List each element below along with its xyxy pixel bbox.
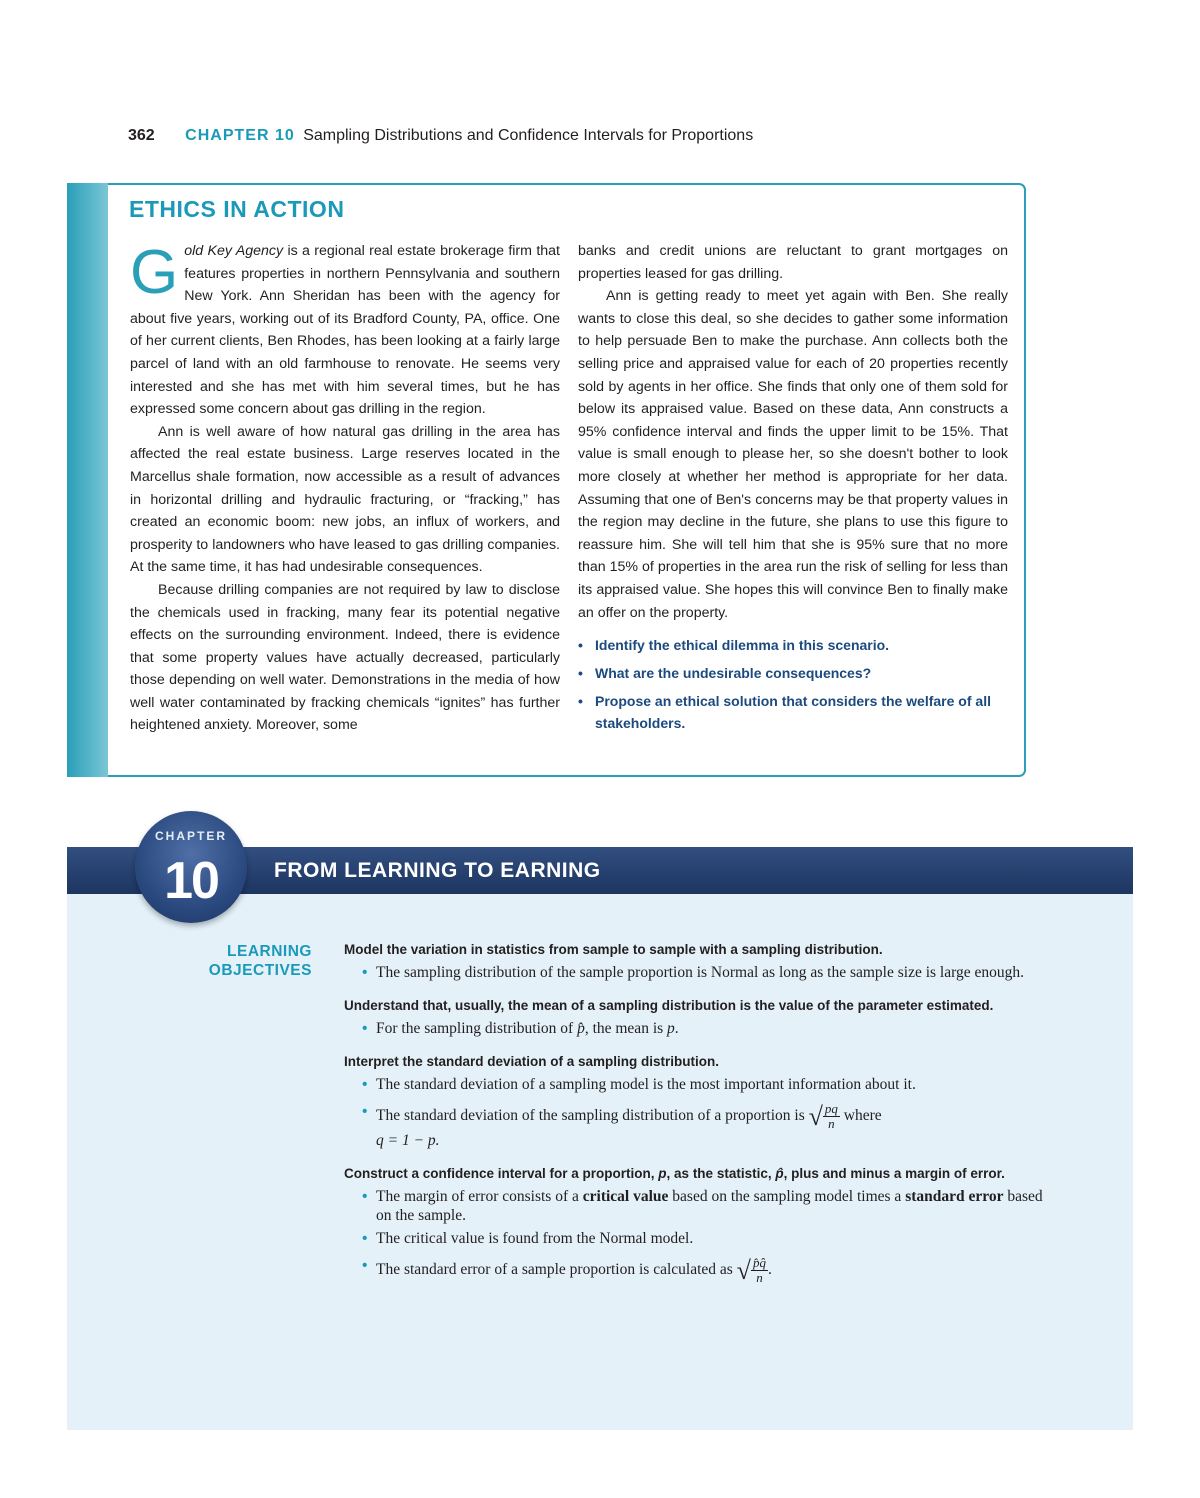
objective-bullets bbox=[344, 1187, 1044, 1285]
ethics-title: ETHICS IN ACTION bbox=[129, 196, 345, 222]
ethics-question bbox=[578, 690, 1008, 734]
chapter-banner-title: FROM LEARNING TO EARNING bbox=[274, 859, 601, 882]
objective-bullet bbox=[344, 1229, 1044, 1248]
p-symbol: p bbox=[667, 1020, 675, 1037]
bullet-text: based on the sample. bbox=[376, 1188, 1043, 1224]
lo-label-line-1: LEARNING bbox=[227, 943, 312, 960]
fraction bbox=[751, 1256, 768, 1285]
p-hat-symbol: p̂ bbox=[577, 1020, 585, 1037]
ethics-paragraph-4: banks and credit unions are reluctant to grant mortgages on properties leased for gas drilling. bbox=[578, 243, 1008, 282]
ethics-questions bbox=[578, 634, 1008, 734]
learning-objectives-label bbox=[180, 942, 312, 980]
radical-icon: √ bbox=[808, 1101, 823, 1131]
bullet-text: . bbox=[767, 1261, 772, 1279]
running-head bbox=[128, 127, 753, 145]
chapter-badge-number: 10 bbox=[164, 852, 218, 910]
bullet-icon: • bbox=[362, 1188, 368, 1205]
bullet-text: The margin of error consists of a bbox=[376, 1188, 583, 1205]
bullet-text: The standard deviation of the sampling distribution of a proportion is bbox=[376, 1107, 809, 1125]
ethics-paragraph-3: Because drilling companies are not required by law to disclose the chemicals used in fracking, many fear its potential negative effects on the surrounding environment. Indeed, there is evidence that some property values have actually decreased, particularly those depending on well water. Demonstrations in the media of how well water contaminated by fracking chemicals “ignites” has further heightened anxiety. Moreover, some bbox=[130, 581, 560, 734]
ethics-paragraph-1 bbox=[130, 240, 560, 421]
ethics-paragraph-5: Ann is getting ready to meet yet again with Ben. She really wants to close this deal, so she decides to gather some information to help persuade Ben to make the purchase. Ann collects both the selling price and appraised value for each of 20 properties recently sold by agents in her office. She finds that only one of them sold for below its appraised value. Based on these data, Ann constructs a 95% confidence interval and finds the upper limit to be 15%. That value is small enough to please her, so she doesn't bother to look more closely at whether her method is appropriate for her data. Assuming that one of Ben's concerns may be that property values in the region may decline in the future, she plans to use this figure to reassure him. She will tell him that she is 95% sure that no more than 15% of properties in the area run the risk of selling for less than its appraised value. She hopes this will convince Ben to finally make an offer on the property. bbox=[578, 288, 1008, 621]
drop-cap: G bbox=[130, 238, 179, 307]
question-text: What are the undesirable consequences? bbox=[595, 665, 872, 682]
objective-heading: Interpret the standard deviation of a sampling distribution. bbox=[344, 1054, 720, 1069]
fraction-numerator: p̂q̂ bbox=[752, 1255, 766, 1270]
objective-2 bbox=[344, 997, 1044, 1038]
objective-1 bbox=[344, 941, 1044, 982]
lo-label-line-2: OBJECTIVES bbox=[208, 962, 312, 979]
fraction-denominator: n bbox=[756, 1270, 763, 1285]
sqrt-formula bbox=[809, 1102, 840, 1131]
objective-heading bbox=[344, 1165, 1044, 1183]
objective-3 bbox=[344, 1053, 1044, 1150]
bullet-text: The sampling distribution of the sample proportion is Normal as long as the sample size is large enough. bbox=[376, 964, 1025, 981]
bullet-icon: • bbox=[362, 1257, 368, 1274]
radical-icon: √ bbox=[736, 1255, 751, 1285]
objective-heading: Model the variation in statistics from sample to sample with a sampling distribution. bbox=[344, 942, 883, 957]
fraction-numerator: pq bbox=[824, 1101, 838, 1116]
objective-bullets bbox=[344, 1075, 1044, 1150]
ethics-p1-text: is a regional real estate brokerage firm that features properties in northern Pennsylvania and southern New York. Ann Sheridan has been with the agency for about five years, working out of its Bradford County, PA, office. One of her current clients, Ben Rhodes, has been looking at a fairly large parcel of land with an old farmhouse to renovate. He seems very interested and she has met with him several times, but he has expressed some concern about gas drilling in the region. bbox=[130, 243, 560, 418]
bullet-icon: • bbox=[578, 665, 583, 682]
objective-bullet bbox=[344, 1075, 1044, 1094]
chapter-badge-label: CHAPTER bbox=[154, 829, 227, 843]
objective-bullet bbox=[344, 1102, 1044, 1150]
key-term: critical value bbox=[582, 1188, 669, 1205]
learning-objectives-content bbox=[344, 941, 1044, 1300]
heading-text: Construct a confidence interval for a proportion, bbox=[344, 1166, 659, 1181]
bullet-text: , the mean is bbox=[584, 1020, 668, 1037]
fraction-denominator: n bbox=[828, 1116, 835, 1131]
p-symbol: p bbox=[658, 1166, 667, 1181]
objective-bullet bbox=[344, 963, 1044, 982]
bullet-text: The standard error of a sample proportion is calculated as bbox=[376, 1261, 737, 1279]
heading-text: , as the statistic, bbox=[666, 1166, 776, 1181]
bullet-text: For the sampling distribution of bbox=[376, 1020, 578, 1037]
q-equation: q = 1 − p. bbox=[376, 1132, 440, 1149]
running-head-title: Sampling Distributions and Confidence Intervals for Proportions bbox=[303, 127, 754, 144]
p-hat-symbol: p̂ bbox=[775, 1166, 784, 1181]
objective-bullets bbox=[344, 1019, 1044, 1038]
bullet-icon: • bbox=[578, 637, 583, 654]
bullet-icon: • bbox=[362, 1230, 368, 1247]
running-head-chapter: CHAPTER 10 bbox=[185, 127, 295, 144]
question-text: Identify the ethical dilemma in this scenario. bbox=[595, 637, 890, 654]
objective-bullet bbox=[344, 1187, 1044, 1225]
objective-bullet bbox=[344, 1019, 1044, 1038]
sqrt-formula bbox=[737, 1256, 768, 1285]
bullet-icon: • bbox=[578, 693, 583, 710]
key-term: standard error bbox=[905, 1188, 1004, 1205]
objective-bullet bbox=[344, 1256, 1044, 1285]
heading-text: , plus and minus a margin of error. bbox=[783, 1166, 1005, 1181]
objective-bullets bbox=[344, 963, 1044, 982]
bullet-text: The standard deviation of a sampling model is the most important information about it. bbox=[376, 1076, 916, 1093]
ethics-column-left bbox=[130, 240, 560, 737]
bullet-text: . bbox=[674, 1020, 679, 1037]
page-number: 362 bbox=[128, 127, 155, 144]
bullet-icon: • bbox=[362, 1020, 368, 1037]
bullet-text: The critical value is found from the Normal model. bbox=[376, 1230, 694, 1247]
bullet-icon: • bbox=[362, 1103, 368, 1120]
ethics-column-right bbox=[578, 240, 1008, 740]
question-text: Propose an ethical solution that considers the welfare of all stakeholders. bbox=[595, 693, 991, 732]
ethics-paragraph-2: Ann is well aware of how natural gas drilling in the area has affected the real estate business. Large reserves located in the Marcellus shale formation, now accessible as a result of advances in horizontal drilling and hydraulic fracturing, or “fracking,” has created an economic boom: new jobs, an influx of workers, and prosperity to landowners who have leased to gas drilling companies. At the same time, it has had undesirable consequences. bbox=[130, 423, 560, 576]
fraction bbox=[823, 1102, 840, 1131]
objective-heading: Understand that, usually, the mean of a sampling distribution is the value of the parameter estimated. bbox=[344, 998, 994, 1013]
bullet-icon: • bbox=[362, 964, 368, 981]
bullet-icon: • bbox=[362, 1076, 368, 1093]
bullet-text: based on the sampling model times a bbox=[668, 1188, 906, 1205]
ethics-question bbox=[578, 662, 1008, 684]
agency-name: old Key Agency bbox=[184, 243, 284, 259]
bullet-text: where bbox=[839, 1107, 882, 1125]
objective-4 bbox=[344, 1165, 1044, 1285]
ethics-question bbox=[578, 634, 1008, 656]
ethics-stripe bbox=[67, 183, 110, 777]
